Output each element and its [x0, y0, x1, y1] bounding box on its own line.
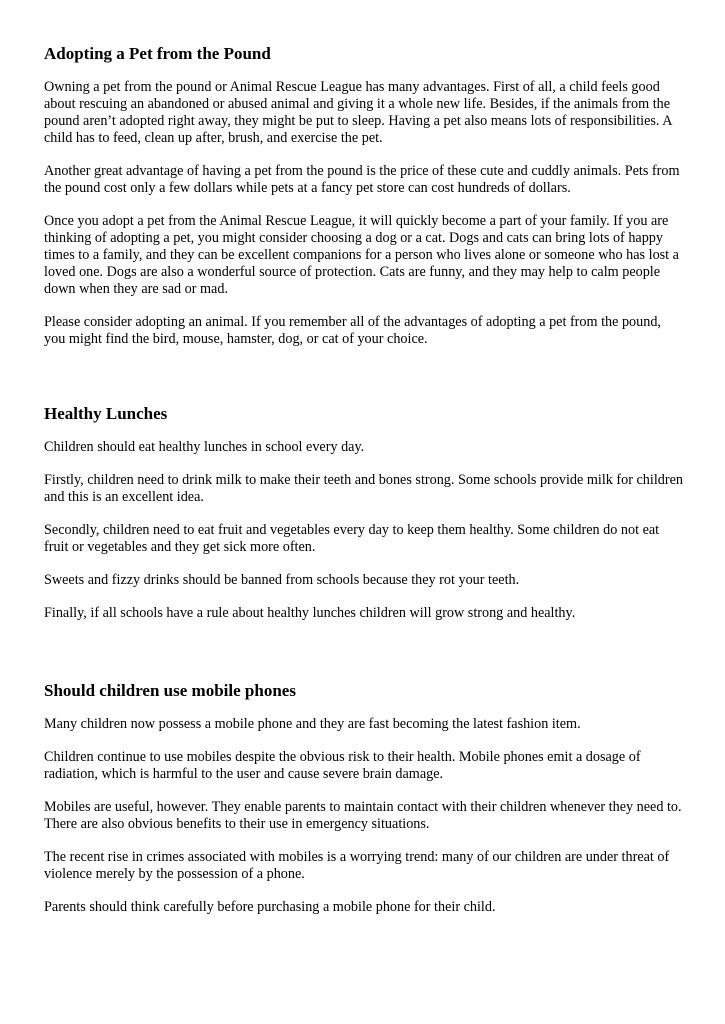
paragraph: Finally, if all schools have a rule about healthy lunches children will grow strong and healthy.: [44, 605, 576, 621]
paragraph: Children continue to use mobiles despite the obvious risk to their health. Mobile phones emit a dosage of radiation, which is harmful to the user and cause severe brain damage.: [44, 749, 641, 782]
section-title: Adopting a Pet from the Pound: [44, 44, 271, 63]
section-title: Should children use mobile phones: [44, 681, 296, 700]
section-mobile-phones: [44, 681, 684, 916]
paragraph: Parents should think carefully before purchasing a mobile phone for their child.: [44, 899, 496, 915]
paragraph: Children should eat healthy lunches in school every day.: [44, 439, 365, 455]
paragraph: The recent rise in crimes associated with mobiles is a worrying trend: many of our children are under threat of violence merely by the possession of a phone.: [44, 849, 670, 882]
paragraph: Secondly, children need to eat fruit and vegetables every day to keep them healthy. Some children do not eat fruit or vegetables and they get sick more often.: [44, 522, 660, 555]
paragraph: Once you adopt a pet from the Animal Rescue League, it will quickly become a part of your family. If you are thinking of adopting a pet, you might consider choosing a dog or a cat. Dogs and cats can bring lots of happy times to a family, and they can be excellent companions for a person who lives alone or someone who has lost a loved one. Dogs are also a wonderful source of protection. Cats are funny, and they may help to calm people down when they are sad or mad.: [44, 213, 679, 297]
section-healthy-lunches: [44, 404, 684, 622]
paragraph: Please consider adopting an animal. If you remember all of the advantages of adopting a pet from the pound, you might find the bird, mouse, hamster, dog, or cat of your choice.: [44, 314, 661, 347]
section-title: Healthy Lunches: [44, 404, 168, 423]
paragraph: Many children now possess a mobile phone and they are fast becoming the latest fashion item.: [44, 716, 581, 732]
paragraph: Firstly, children need to drink milk to make their teeth and bones strong. Some schools provide milk for children and this is an excellent idea.: [44, 472, 683, 505]
paragraph: Owning a pet from the pound or Animal Rescue League has many advantages. First of all, a child feels good about rescuing an abandoned or abused animal and giving it a whole new life. Besides, if the animals from the pound aren’t adopted right away, they might be put to sleep. Having a pet also means lots of responsibilities. A child has to feed, clean up after, brush, and exercise the pet.: [44, 79, 672, 146]
paragraph: Another great advantage of having a pet from the pound is the price of these cute and cuddly animals. Pets from the pound cost only a few dollars while pets at a fancy pet store can cost hundreds of dollars.: [44, 163, 680, 196]
paragraph: Mobiles are useful, however. They enable parents to maintain contact with their children whenever they need to. There are also obvious benefits to their use in emergency situations.: [44, 799, 682, 832]
paragraph: Sweets and fizzy drinks should be banned from schools because they rot your teeth.: [44, 572, 520, 588]
section-adopting-pet: [44, 44, 684, 348]
